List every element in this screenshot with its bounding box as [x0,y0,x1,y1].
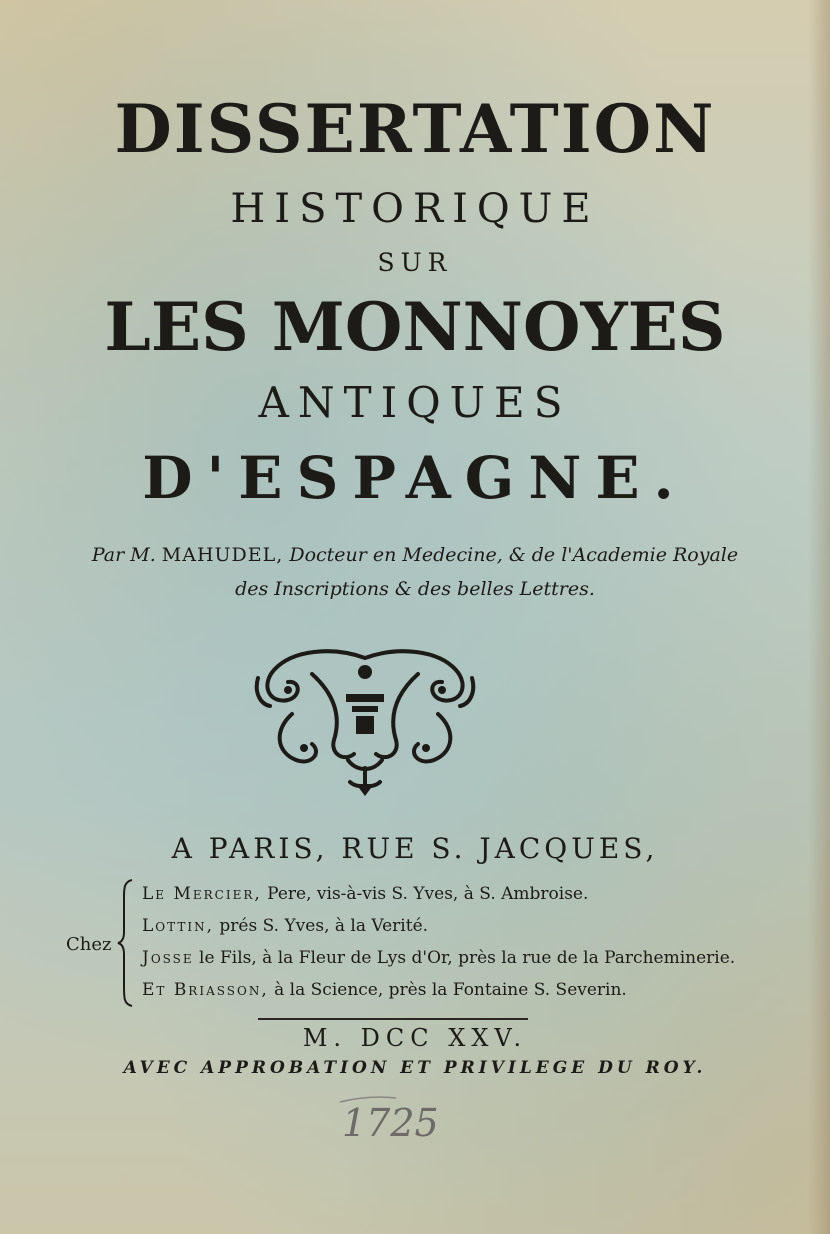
title-line-historique: HISTORIQUE [230,186,600,232]
publication-year: M. DCC XXV. [302,1024,528,1052]
seller-address: Pere, vis-à-vis S. Yves, à S. Ambroise. [261,884,589,904]
title-line-sur: SUR [377,248,453,277]
handwritten-note [336,1092,456,1152]
seller-address: à la Science, près la Fontaine S. Severin. [268,980,627,1000]
seller-name: Et Briasson, [142,980,269,1000]
title-line-antiques: ANTIQUES [258,378,572,427]
seller-row [142,974,782,1006]
title-line-dissertation: DISSERTATION [114,90,716,168]
brace-icon [116,878,136,1008]
handwritten-note-text: 1725 [342,1101,439,1145]
imprint-city: A PARIS, RUE S. JACQUES, [171,832,659,865]
seller-row [142,942,782,974]
author-line-2: des Inscriptions & des belles Lettres. [235,578,595,600]
seller-address: prés S. Yves, à la Verité. [214,916,429,936]
author-prefix: Par M. [91,544,156,566]
seller-name: Le Mercier, [142,884,262,904]
seller-name: Josse [142,948,194,968]
seller-address: le Fils, à la Fleur de Lys d'Or, près la rue de la Parcheminerie. [193,948,736,968]
sellers-list [142,878,782,1006]
title-line-espagne: D'ESPAGNE. [142,444,688,512]
chez-label: Chez [66,934,112,955]
seller-row [142,910,782,942]
approbation-line: AVEC APPROBATION ET PRIVILEGE DU ROY. [123,1058,707,1078]
author-line [0,544,830,566]
author-name: MAHUDEL, [161,544,284,566]
scroll-ornament-icon [252,644,478,796]
seller-name: Lottin, [142,916,215,936]
seller-row [142,878,782,910]
horizontal-rule [258,1018,528,1020]
title-line-monnoyes: LES MONNOYES [104,288,726,366]
author-credentials: Docteur en Medecine, & de l'Academie Royale [289,544,739,566]
